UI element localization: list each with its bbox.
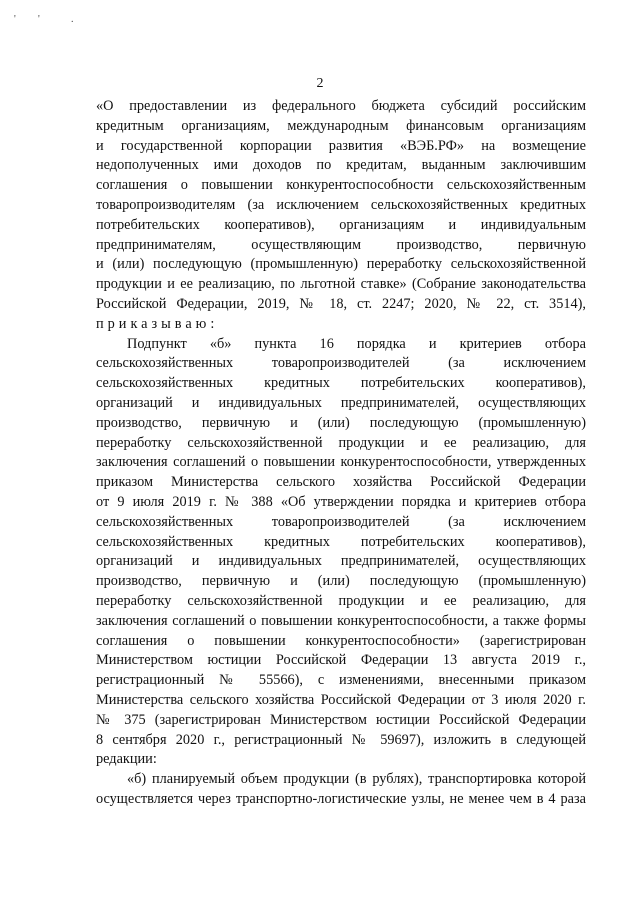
text-line: «б) планируемый объем продукции (в рублях), транспортировка которой — [127, 771, 586, 788]
text-line: соглашения о повышении конкурентоспособности сельскохозяйственным — [96, 177, 586, 194]
text-line: № 375 (зарегистрирован Министерством юстиции Российской Федерации — [96, 711, 586, 728]
text-line: продукции и ее реализацию, по льготной ставке» (Собрание законодательства — [96, 276, 586, 293]
text-line: организаций и индивидуальных предпринимателей, осуществляющих — [96, 394, 586, 411]
text-line: сельскохозяйственных кредитных потребительских кооперативов), — [96, 375, 586, 392]
page-number: 2 — [316, 76, 324, 91]
text-line: и (или) последующую (промышленную) переработку сельскохозяйственной — [96, 256, 586, 273]
text-line: сельскохозяйственных товаропроизводителей (за исключением — [96, 355, 586, 372]
margin-mark: ' — [38, 14, 40, 25]
margin-mark: . — [71, 14, 74, 25]
margin-mark: ' — [14, 14, 16, 25]
text-line: Подпункт «б» пункта 16 порядка и критериев отбора — [127, 335, 586, 352]
text-line: осуществляется через транспортно-логистические узлы, не менее чем в 4 раза — [96, 790, 586, 807]
order-word: приказываю: — [96, 315, 219, 332]
text-line: производство, первичную и (или) последующую (промышленную) — [96, 414, 586, 431]
text-line: производство, первичную и (или) последующую (промышленную) — [96, 573, 586, 590]
text-line: товаропроизводителям (за исключением сельскохозяйственных кредитных — [96, 196, 586, 213]
text-line: предпринимателям, осуществляющим производство, первичную — [96, 236, 586, 253]
text-line: организаций и индивидуальных предпринимателей, осуществляющих — [96, 553, 586, 570]
text-line: Министерством юстиции Российской Федерации 13 августа 2019 г., — [96, 652, 586, 669]
text-line: недополученных ими доходов по кредитам, выданным заключившим — [96, 157, 586, 174]
text-line: редакции: — [96, 751, 157, 768]
text-line: переработку сельскохозяйственной продукции и ее реализацию, для — [96, 434, 586, 451]
text-line: и государственной корпорации развития «ВЭБ.РФ» на возмещение — [96, 137, 586, 154]
text-line: регистрационный № 55566), с изменениями, внесенными приказом — [96, 672, 586, 689]
text-line: «О предоставлении из федерального бюджета субсидий российским — [96, 98, 586, 114]
text-line: 8 сентября 2020 г., регистрационный № 59697), изложить в следующей — [96, 731, 586, 748]
preamble-paragraph — [96, 97, 586, 810]
text-line: Министерства сельского хозяйства Российской Федерации от 3 июля 2020 г. — [96, 691, 586, 708]
text-line: сельскохозяйственных кредитных потребительских кооперативов), — [96, 533, 586, 550]
text-line: соглашения о повышении конкурентоспособности» (зарегистрирован — [96, 632, 586, 649]
text-line: от 9 июля 2019 г. № 388 «Об утверждении порядка и критериев отбора — [96, 493, 586, 510]
text-line: потребительских кооперативов), организациям и индивидуальным — [96, 216, 586, 233]
text-line: заключения соглашений о повышении конкурентоспособности, утвержденных — [96, 454, 586, 471]
text-line: приказом Министерства сельского хозяйства Российской Федерации — [96, 474, 586, 491]
text-line: Российской Федерации, 2019, № 18, ст. 2247; 2020, № 22, ст. 3514), — [96, 295, 586, 312]
text-line: переработку сельскохозяйственной продукции и ее реализацию, для — [96, 592, 586, 609]
text-line: сельскохозяйственных товаропроизводителей (за исключением — [96, 513, 586, 530]
text-line: кредитным организациям, международным финансовым организациям — [96, 117, 586, 134]
text-line: заключения соглашений о повышении конкурентоспособности, а также формы — [96, 612, 586, 629]
